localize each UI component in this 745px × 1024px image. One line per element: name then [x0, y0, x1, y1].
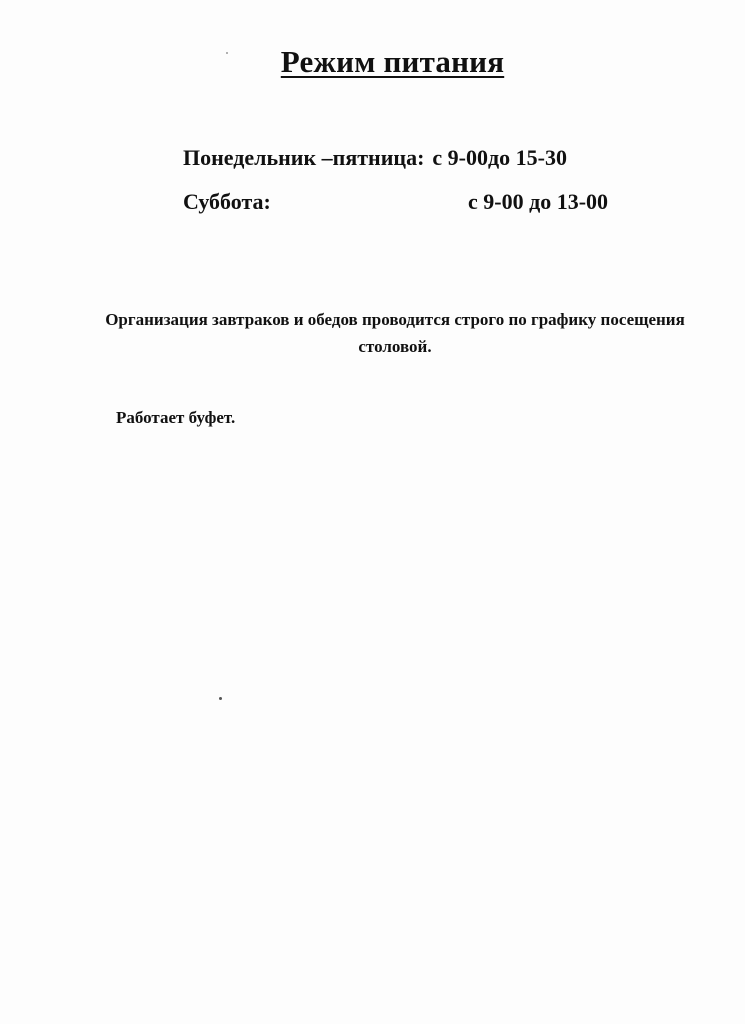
scan-speck [219, 697, 222, 700]
schedule-label-saturday: Суббота: [183, 189, 271, 214]
scan-speck [226, 52, 228, 54]
page-title: Режим питания [280, 44, 505, 79]
schedule-label-weekdays: Понедельник –пятница: [183, 145, 425, 170]
schedule-hours-saturday: с 9-00 до 13-00 [468, 189, 609, 214]
schedule-row-weekdays [183, 145, 567, 171]
meal-organization-note: Организация завтраков и обедов проводится строго по графику посещения столовой. [105, 310, 685, 356]
schedule-hours-weekdays: с 9-00до 15-30 [432, 145, 567, 170]
schedule-row-saturday [183, 189, 609, 215]
buffet-note: Работает буфет. [116, 408, 236, 427]
